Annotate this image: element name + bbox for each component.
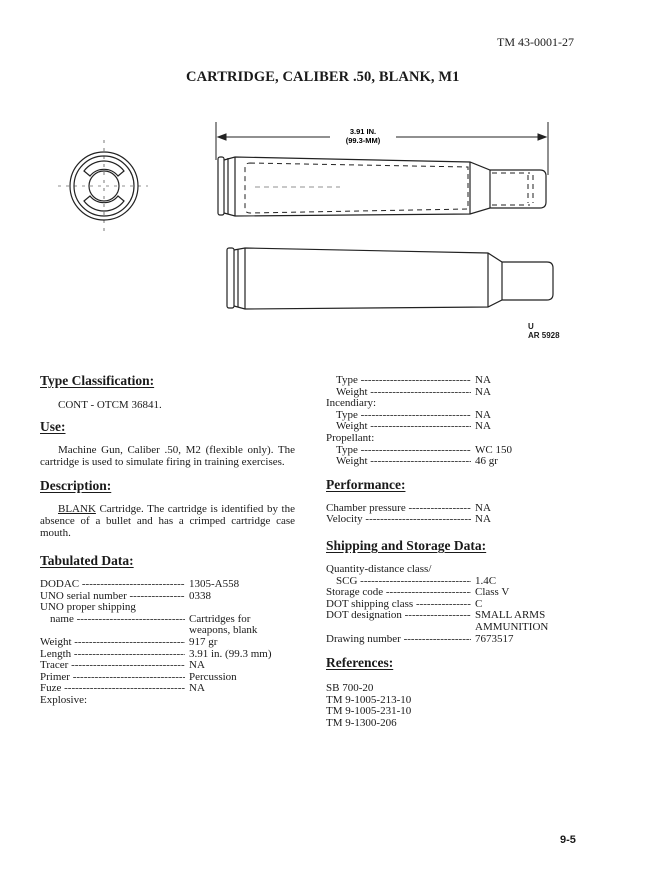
tab-row-primer: Primer ----- Percussion [40, 672, 295, 684]
description-underlined: BLANK [58, 503, 96, 515]
tab-row-length: Length ----- 3.91 in. (99.3 mm) [40, 649, 295, 661]
explosive-label: Explosive: [40, 693, 88, 706]
classification-mark: U [528, 322, 534, 331]
left-column [40, 373, 295, 707]
reference-item: TM 9-1005-213-10 [326, 693, 412, 706]
type-classification-heading: Type Classification: [40, 373, 155, 388]
shipping-row-drawing: Drawing number ----- 7673517 [326, 634, 586, 646]
figure-number: AR 5928 [528, 331, 560, 340]
shipping-row-dot-designation: DOT designation ----- SMALL ARMS [326, 610, 586, 622]
shipping-row-storage: Storage code ----- Class V [326, 587, 586, 599]
figure-id [528, 322, 560, 340]
incendiary-weight: Weight ----- NA [326, 421, 586, 433]
reference-item: TM 9-1005-231-10 [326, 705, 412, 718]
tab-row-name: name ----- Cartridges for [40, 614, 295, 626]
description-body: Cartridge. The cartridge is identified by the absence of a bullet and has a crimped cartridge case mouth. [40, 503, 295, 539]
page-number: 9-5 [560, 834, 576, 846]
shipping-list [326, 564, 586, 645]
reference-item: SB 700-20 [326, 682, 374, 695]
cartridge-drawing [0, 0, 650, 350]
explosive-type: Type ----- NA [326, 375, 586, 387]
propellant-weight: Weight ----- 46 gr [326, 456, 586, 468]
cartridge-end-view [58, 140, 148, 232]
explosive-weight: Weight ----- NA [326, 387, 586, 399]
propellant-type: Type ----- WC 150 [326, 445, 586, 457]
qd-class-label: Quantity-distance class/ [326, 562, 432, 575]
tab-row-dodac: DODAC ----- 1305-A558 [40, 579, 295, 591]
dimension-mm: (99.3-MM) [345, 136, 381, 145]
performance-list [326, 503, 586, 526]
shipping-row-scg: SCG ----- 1.4C [326, 576, 586, 588]
performance-row: Chamber pressure ----- NA [326, 503, 586, 515]
tab-row-tracer: Tracer ----- NA [40, 660, 295, 672]
description-heading: Description: [40, 478, 112, 493]
incendiary-label: Incendiary: [326, 397, 377, 410]
type-classification-text: CONT - OTCM 36841. [58, 399, 162, 411]
references-heading: References: [326, 655, 394, 671]
dimension-line [216, 122, 548, 175]
tab-row-name-cont: weapons, blank [189, 624, 258, 637]
cartridge-section-view [218, 157, 546, 216]
shipping-heading: Shipping and Storage Data: [326, 537, 487, 553]
shipping-row-dot-designation-cont: AMMUNITION [475, 620, 549, 633]
tab-row-weight: Weight ----- 917 gr [40, 637, 295, 649]
tabulated-list [40, 579, 295, 707]
performance-row: Velocity ----- NA [326, 514, 586, 526]
use-text: Machine Gun, Caliber .50, M2 (flexible only). The cartridge is used to simulate firing in training exercises. [40, 444, 295, 468]
right-column [326, 375, 586, 729]
description-text [40, 503, 295, 539]
tab-row-uno-serial: UNO serial number ----- 0338 [40, 591, 295, 603]
propellant-label: Propellant: [326, 431, 375, 444]
performance-heading: Performance: [326, 476, 406, 492]
tm-number: TM 43-0001-27 [497, 35, 574, 49]
tabulated-heading: Tabulated Data: [40, 553, 134, 568]
references-list [326, 683, 586, 729]
incendiary-type: Type ----- NA [326, 410, 586, 422]
tab-row-fuze: Fuze ----- NA [40, 683, 295, 695]
tab-row-uno-shipping: UNO proper shipping [40, 601, 136, 614]
dimension-inches: 3.91 IN. [349, 127, 377, 136]
shipping-row-dot-class: DOT shipping class ----- C [326, 599, 586, 611]
use-heading: Use: [40, 419, 66, 434]
reference-item: TM 9-1300-206 [326, 716, 397, 729]
cartridge-exterior-view [227, 248, 553, 309]
page-title: CARTRIDGE, CALIBER .50, BLANK, M1 [186, 69, 460, 85]
